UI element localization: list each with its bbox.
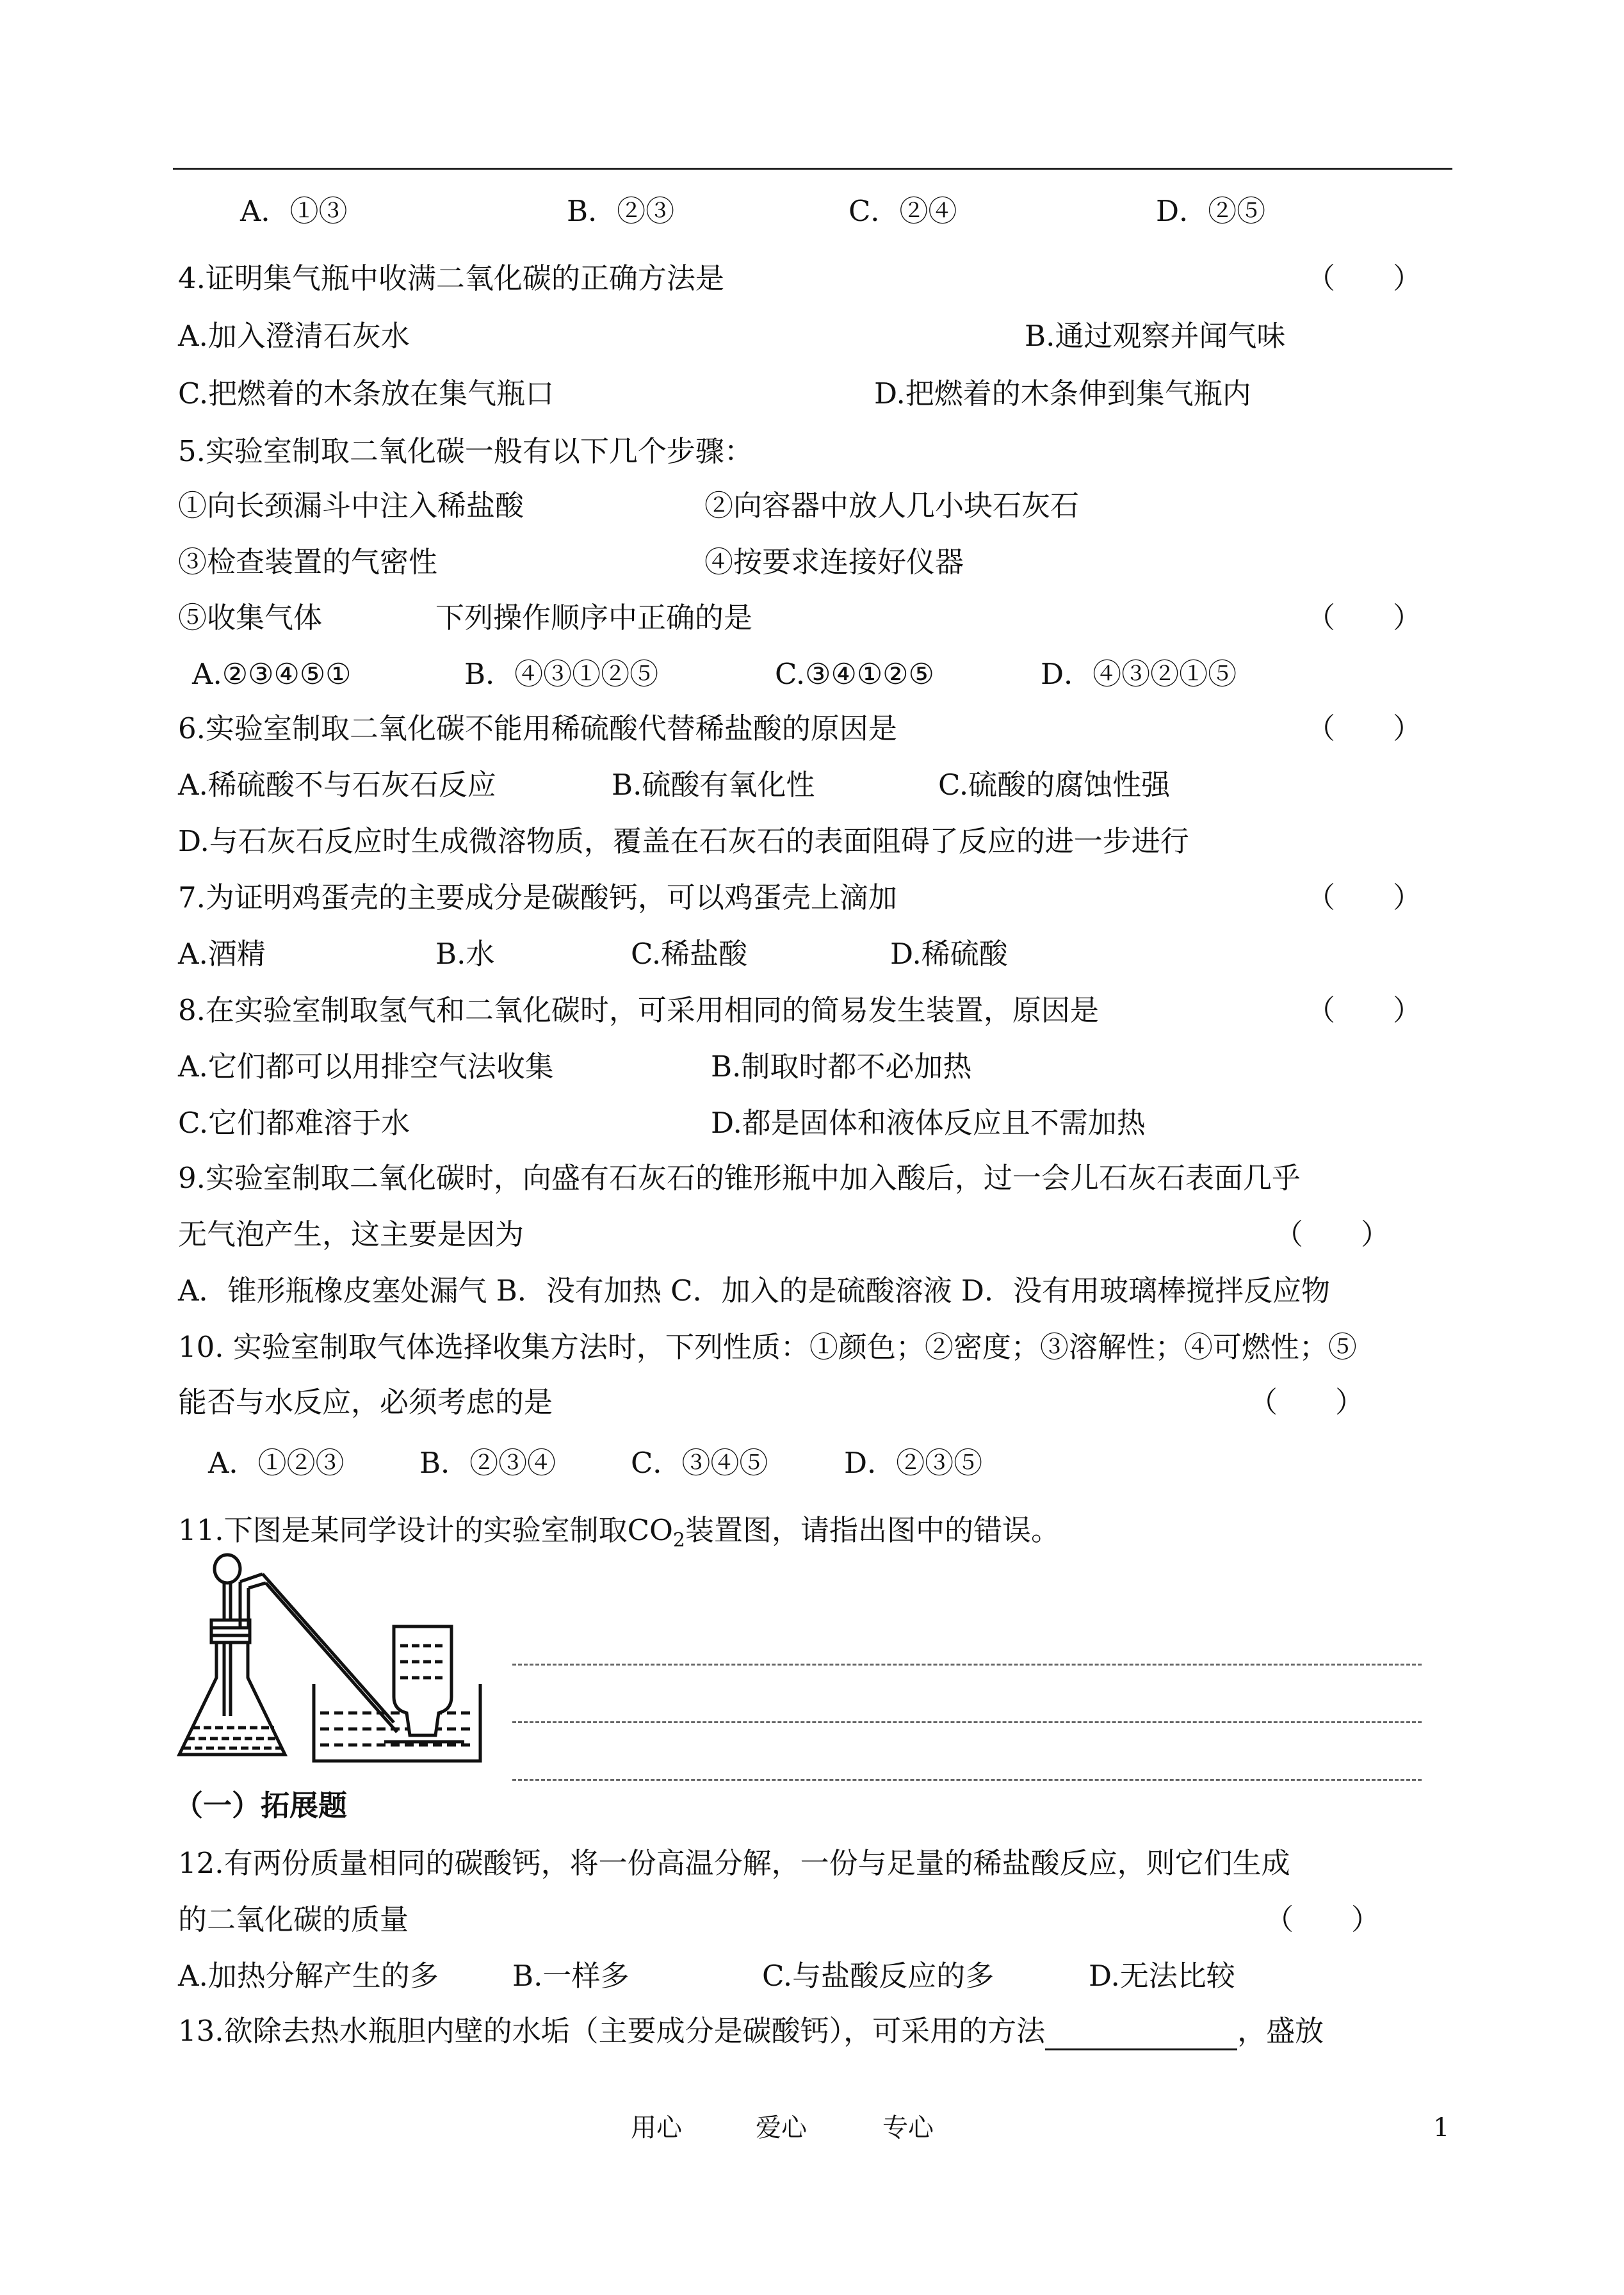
q3-option-c: C．②④ — [849, 194, 957, 228]
q7-option-c: C.稀盐酸 — [631, 937, 748, 971]
q7-stem: 7.为证明鸡蛋壳的主要成分是碳酸钙，可以鸡蛋壳上滴加 — [178, 880, 897, 914]
q5-step-2: ②向容器中放人几小块石灰石 — [704, 489, 1080, 523]
q7-option-d: D.稀硫酸 — [890, 937, 1008, 971]
q10-stem-line1: 10. 实验室制取气体选择收集方法时，下列性质：①颜色；②密度；③溶解性；④可燃性；⑤ — [178, 1330, 1357, 1364]
q8-option-a: A.它们都可以用排空气法收集 — [178, 1050, 554, 1083]
q4-option-d: D.把燃着的木条伸到集气瓶内 — [874, 377, 1251, 410]
q12-option-a: A.加热分解产生的多 — [178, 1959, 439, 1993]
q10-option-c: C．③④⑤ — [631, 1446, 768, 1480]
q13-stem — [178, 2012, 1324, 2050]
q5-option-b: B．④③①②⑤ — [464, 657, 659, 691]
q4-option-b: B.通过观察并闻气味 — [1025, 319, 1286, 353]
q5-step-4: ④按要求连接好仪器 — [704, 545, 964, 579]
footer-text-1: 用心 — [631, 2113, 682, 2143]
q11-stem-pre: 11.下图是某同学设计的实验室制取CO — [178, 1513, 673, 1547]
q3-option-a: A．①③ — [240, 194, 348, 228]
q7-answer-paren: （ ） — [1306, 880, 1422, 914]
q5-answer-paren: （ ） — [1306, 601, 1422, 635]
q8-stem: 8.在实验室制取氢气和二氧化碳时，可采用相同的简易发生装置，原因是 — [178, 993, 1099, 1027]
answer-line-2[interactable] — [512, 1721, 1422, 1723]
q6-option-a: A.稀硫酸不与石灰石反应 — [178, 768, 496, 802]
q7-option-a: A.酒精 — [178, 937, 266, 971]
q12-option-d: D.无法比较 — [1089, 1959, 1235, 1993]
section-heading: （一）拓展题 — [174, 1788, 348, 1822]
co2-apparatus-diagram — [173, 1550, 506, 1767]
q4-option-c: C.把燃着的木条放在集气瓶口 — [178, 377, 555, 410]
q10-option-a: A．①②③ — [208, 1446, 345, 1480]
q4-stem: 4.证明集气瓶中收满二氧化碳的正确方法是 — [178, 261, 724, 295]
q5-option-c: C.③④①②⑤ — [775, 657, 934, 691]
q9-stem-line2: 无气泡产生，这主要是因为 — [178, 1217, 524, 1251]
q6-option-c: C.硫酸的腐蚀性强 — [938, 768, 1171, 802]
q13-stem-pre: 13.欲除去热水瓶胆内壁的水垢（主要成分是碳酸钙），可采用的方法 — [178, 2014, 1046, 2048]
q9-stem-line1: 9.实验室制取二氧化碳时，向盛有石灰石的锥形瓶中加入酸后，过一会儿石灰石表面几乎 — [178, 1161, 1301, 1195]
q5-step-3: ③检查装置的气密性 — [178, 545, 438, 579]
q11-stem-post: 装置图，请指出图中的错误。 — [685, 1513, 1060, 1547]
q6-answer-paren: （ ） — [1306, 711, 1422, 745]
q6-option-d: D.与石灰石反应时生成微溶物质，覆盖在石灰石的表面阻碍了反应的进一步进行 — [178, 824, 1189, 858]
q8-option-b: B.制取时都不必加热 — [711, 1050, 972, 1083]
q4-answer-paren: （ ） — [1306, 261, 1422, 295]
q12-answer-paren: （ ） — [1265, 1902, 1381, 1936]
q11-stem-sub: 2 — [672, 1529, 685, 1552]
q5-stem: 5.实验室制取二氧化碳一般有以下几个步骤： — [178, 434, 753, 468]
q13-blank[interactable] — [1045, 2020, 1237, 2050]
q12-option-b: B.一样多 — [512, 1959, 629, 1993]
q8-option-d: D.都是固体和液体反应且不需加热 — [711, 1106, 1146, 1140]
q5-question: 下列操作顺序中正确的是 — [435, 601, 753, 635]
q9-answer-paren: （ ） — [1274, 1217, 1390, 1251]
footer-text-3: 专心 — [882, 2113, 934, 2143]
q8-answer-paren: （ ） — [1306, 993, 1422, 1027]
q12-option-c: C.与盐酸反应的多 — [762, 1959, 995, 1993]
q10-option-d: D．②③⑤ — [844, 1446, 983, 1480]
header-rule — [173, 168, 1452, 170]
q5-option-d: D．④③②①⑤ — [1041, 657, 1237, 691]
q8-option-c: C.它们都难溶于水 — [178, 1106, 410, 1140]
q12-stem-line1: 12.有两份质量相同的碳酸钙，将一份高温分解，一份与足量的稀盐酸反应，则它们生成 — [178, 1846, 1290, 1880]
q9-options: A．锥形瓶橡皮塞处漏气 B．没有加热 C．加入的是硫酸溶液 D．没有用玻璃棒搅拌反应物 — [178, 1274, 1330, 1308]
q6-option-b: B.硫酸有氧化性 — [612, 768, 815, 802]
page-number: 1 — [1433, 2113, 1450, 2143]
q5-step-5: ⑤收集气体 — [178, 601, 323, 635]
q5-option-a: A.②③④⑤① — [192, 657, 352, 691]
answer-line-3[interactable] — [512, 1779, 1422, 1781]
q6-stem: 6.实验室制取二氧化碳不能用稀硫酸代替稀盐酸的原因是 — [178, 711, 897, 745]
q3-option-b: B．②③ — [567, 194, 675, 228]
q13-stem-post: ，盛放 — [1237, 2014, 1324, 2048]
q10-stem-line2: 能否与水反应，必须考虑的是 — [178, 1385, 553, 1419]
q10-answer-paren: （ ） — [1249, 1385, 1365, 1419]
q3-option-d: D．②⑤ — [1156, 194, 1266, 228]
answer-line-1[interactable] — [512, 1664, 1422, 1666]
q5-step-1: ①向长颈漏斗中注入稀盐酸 — [178, 489, 524, 523]
footer-text-2: 爱心 — [756, 2113, 807, 2143]
q12-stem-line2: 的二氧化碳的质量 — [178, 1902, 409, 1936]
q4-option-a: A.加入澄清石灰水 — [178, 319, 410, 353]
q7-option-b: B.水 — [435, 937, 495, 971]
q10-option-b: B．②③④ — [419, 1446, 556, 1480]
